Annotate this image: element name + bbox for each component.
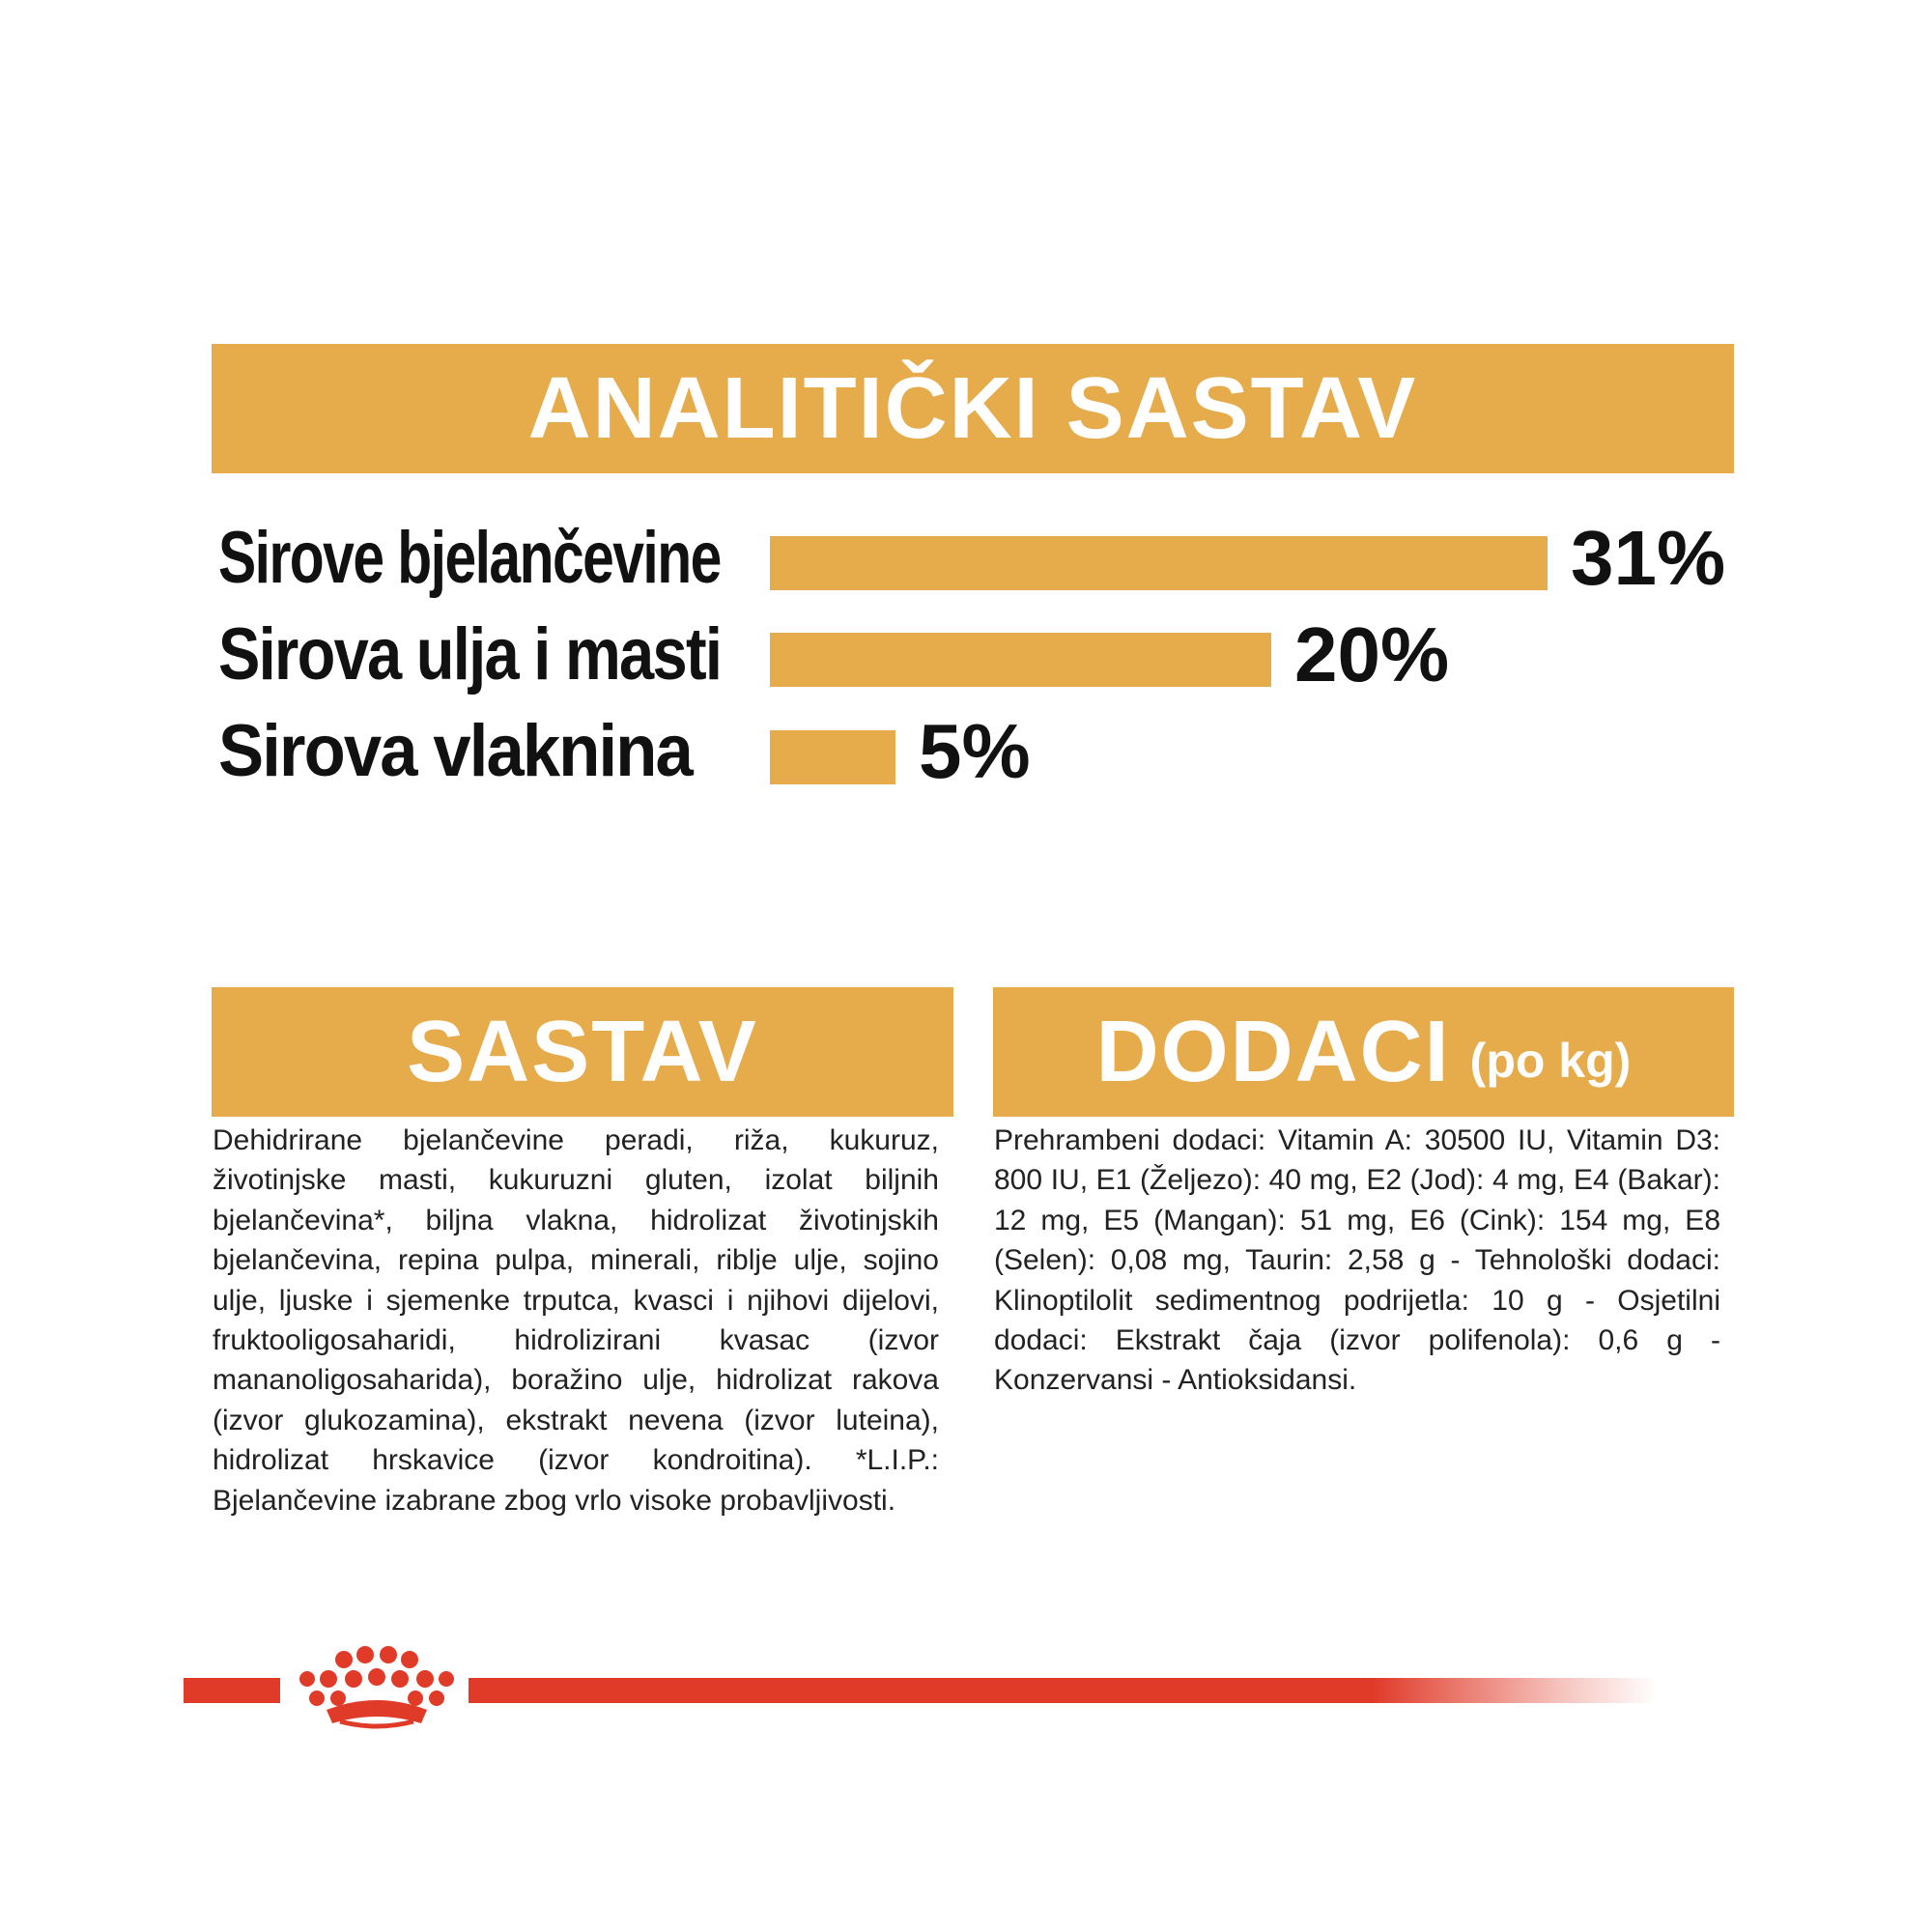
row-label-protein: Sirove bjelančevine — [218, 517, 721, 599]
dodaci-title-suffix: (po kg) — [1469, 1034, 1632, 1088]
dodaci-title: DODACI — [1095, 1003, 1451, 1100]
row-label-fat: Sirova ulja i masti — [218, 613, 722, 696]
analytic-title: ANALITIČKI SASTAV — [527, 359, 1418, 457]
sastav-title: SASTAV — [407, 1003, 758, 1100]
footer-line-left — [184, 1678, 280, 1703]
dodaci-text: Prehrambeni dodaci: Vitamin A: 30500 IU, Vitamin D3: 800 IU, E1 (Željezo): 40 mg, E2 (Jod): 4 mg, E4 (Bakar): 12 mg, E5 (Mangan): 51 mg, E6 (Cink): 154 mg, E8 (Selen): 0,08 mg, Taurin: 2,58 g - Tehnološki dodaci: Klinoptilolit sedimentnog podrijetla: 10 g - Osjetilni dodaci: Ekstrakt čaja (izvor polifenola): 0,6 g - Konzervansi - Antioksidansi. — [994, 1124, 1720, 1397]
analytic-title-banner — [212, 344, 1734, 473]
value-fibre: 5% — [919, 708, 1031, 794]
value-protein: 31% — [1571, 515, 1726, 601]
crown-logo-icon — [290, 1642, 464, 1739]
sastav-text: Dehidrirane bjelančevine peradi, riža, kukuruz, životinjske masti, kukuruzni gluten, izolat biljnih bjelančevina*, biljna vlakna, hidrolizat životinjskih bjelančevina, repina pulpa, minerali, riblje ulje, sojino ulje, ljuske i sjemenke trputca, kvasci i njihovi dijelovi, fruktooligosaharidi, hidrolizirani kvasac (izvor mananoligosaharida), boražino ulje, hidrolizat rakova (izvor glukozamina), ekstrakt nevena (izvor luteina), hidrolizat hrskavice (izvor kondroitina). *L.I.P.: Bjelančevine izabrane zbog vrlo visoke probavljivosti. — [213, 1124, 939, 1517]
bar-fat — [770, 633, 1271, 687]
value-fat: 20% — [1294, 611, 1450, 697]
row-label-fibre: Sirova vlaknina — [218, 710, 692, 792]
dodaci-title-banner — [993, 987, 1734, 1117]
sastav-title-banner — [212, 987, 953, 1117]
footer-line-right — [469, 1678, 1657, 1703]
bar-protein — [770, 536, 1548, 590]
bar-fibre — [770, 730, 895, 784]
